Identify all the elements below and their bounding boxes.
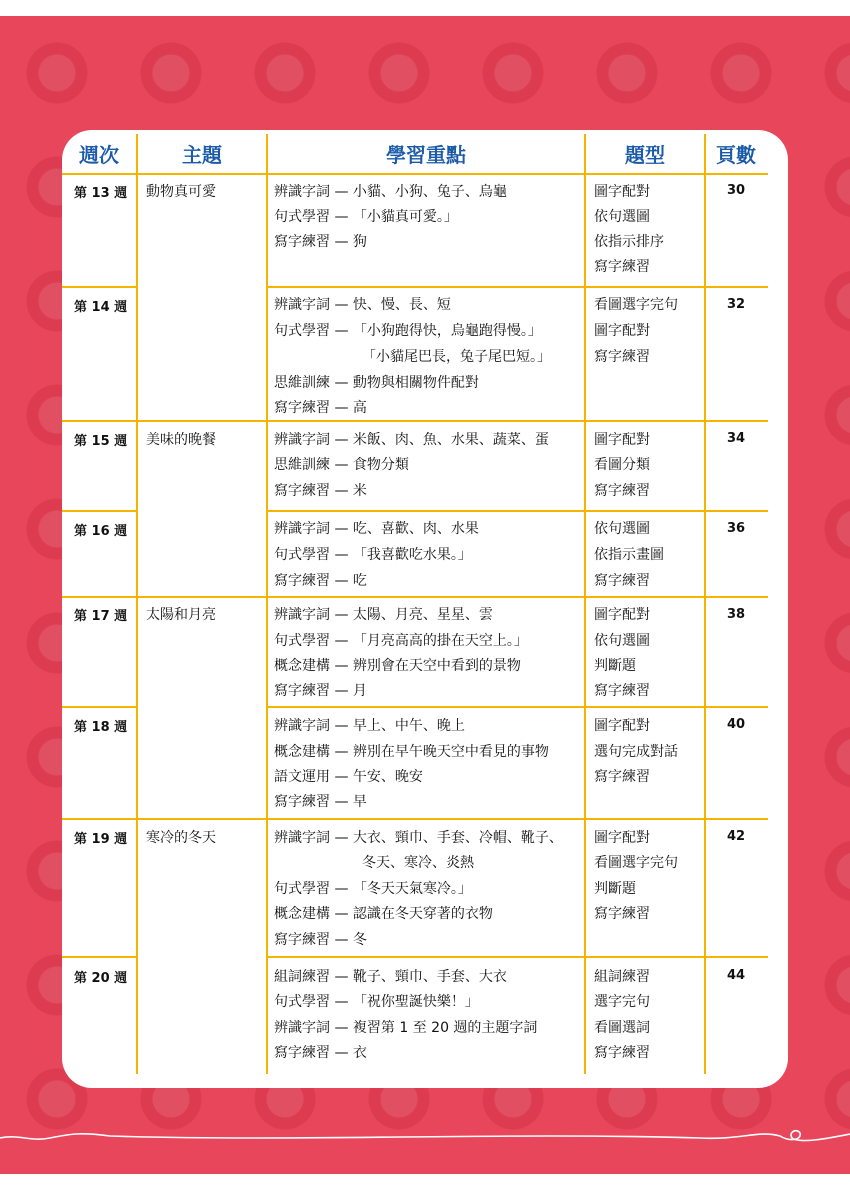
column-divider: [136, 134, 138, 1074]
theme-label: 美味的晚餐: [146, 432, 216, 448]
focus-line: 語文運用 — 午安、晚安: [274, 769, 423, 785]
week-label: 第 16 週: [74, 524, 128, 539]
header-week: 週次: [79, 143, 119, 167]
type-line: 寫字練習: [594, 683, 650, 699]
focus-line: 辨識字詞 — 複習第 1 至 20 週的主題字詞: [274, 1020, 538, 1036]
focus-line: 組詞練習 — 靴子、頸巾、手套、大衣: [274, 969, 507, 985]
type-line: 寫字練習: [594, 349, 650, 365]
row-divider: [62, 510, 136, 512]
header-page: 頁數: [716, 143, 756, 167]
focus-line: 辨識字詞 — 大衣、頸巾、手套、冷帽、靴子、: [274, 830, 563, 846]
type-line: 判斷題: [594, 658, 636, 674]
theme-label: 寒冷的冬天: [146, 830, 216, 846]
type-line: 依句選圖: [594, 633, 650, 649]
focus-line: 概念建構 — 辨別會在天空中看到的景物: [274, 658, 521, 674]
row-divider: [62, 286, 136, 288]
focus-line: 辨識字詞 — 米飯、肉、魚、水果、蔬菜、蛋: [274, 432, 549, 448]
page-number: 38: [726, 607, 746, 622]
type-line: 寫字練習: [594, 573, 650, 589]
row-divider: [62, 818, 768, 820]
focus-line: 寫字練習 — 狗: [274, 234, 367, 250]
focus-line: 辨識字詞 — 早上、中午、晚上: [274, 718, 465, 734]
focus-line: 思維訓練 — 動物與相關物件配對: [274, 375, 479, 391]
page-number: 30: [726, 183, 746, 198]
row-divider: [62, 420, 768, 422]
header-focus: 學習重點: [386, 143, 466, 167]
focus-line: 寫字練習 — 衣: [274, 1045, 367, 1061]
row-divider: [268, 956, 768, 958]
row-divider: [62, 956, 136, 958]
squiggle-decoration: [0, 1120, 850, 1160]
schedule-table: [62, 130, 788, 1088]
type-line: 寫字練習: [594, 1045, 650, 1061]
week-label: 第 14 週: [74, 300, 128, 315]
week-label: 第 20 週: [74, 971, 128, 986]
type-line: 圖字配對: [594, 432, 650, 448]
type-line: 選字完句: [594, 994, 650, 1010]
header-type: 題型: [625, 143, 665, 167]
type-line: 圖字配對: [594, 607, 650, 623]
type-line: 寫字練習: [594, 483, 650, 499]
focus-line: 句式學習 — 「月亮高高的掛在天空上。」: [274, 633, 528, 649]
page-number: 34: [726, 431, 746, 446]
focus-line: 辨識字詞 — 吃、喜歡、肉、水果: [274, 521, 479, 537]
row-divider: [268, 286, 768, 288]
focus-line: 寫字練習 — 月: [274, 683, 367, 699]
focus-line: 寫字練習 — 吃: [274, 573, 367, 589]
type-line: 寫字練習: [594, 906, 650, 922]
focus-line: 句式學習 — 「我喜歡吃水果。」: [274, 547, 472, 563]
type-line: 圖字配對: [594, 830, 650, 846]
focus-line: 句式學習 — 「祝你聖誕快樂！」: [274, 994, 479, 1010]
week-label: 第 17 週: [74, 609, 128, 624]
type-line: 圖字配對: [594, 323, 650, 339]
week-label: 第 19 週: [74, 832, 128, 847]
focus-line: 辨識字詞 — 小貓、小狗、兔子、烏龜: [274, 184, 507, 200]
week-label: 第 15 週: [74, 434, 128, 449]
row-divider: [62, 596, 768, 598]
theme-label: 太陽和月亮: [146, 607, 216, 623]
focus-line: 句式學習 — 「小貓真可愛。」: [274, 209, 458, 225]
focus-line: 辨識字詞 — 快、慢、長、短: [274, 297, 451, 313]
type-line: 寫字練習: [594, 259, 650, 275]
focus-line: 寫字練習 — 冬: [274, 932, 367, 948]
page-number: 42: [726, 829, 746, 844]
focus-line: 「小貓尾巴長，兔子尾巴短。」: [362, 349, 551, 365]
row-divider: [62, 706, 136, 708]
page-number: 36: [726, 521, 746, 536]
focus-line: 概念建構 — 認識在冬天穿著的衣物: [274, 906, 493, 922]
type-line: 依句選圖: [594, 521, 650, 537]
type-line: 依句選圖: [594, 209, 650, 225]
header-divider: [62, 173, 768, 175]
type-line: 寫字練習: [594, 769, 650, 785]
focus-line: 思維訓練 — 食物分類: [274, 457, 409, 473]
type-line: 看圖分類: [594, 457, 650, 473]
type-line: 看圖選字完句: [594, 855, 678, 871]
type-line: 組詞練習: [594, 969, 650, 985]
column-divider: [584, 134, 586, 1074]
focus-line: 句式學習 — 「小狗跑得快，烏龜跑得慢。」: [274, 323, 542, 339]
row-divider: [268, 706, 768, 708]
focus-line: 冬天、寒冷、炎熱: [362, 855, 474, 871]
type-line: 依指示排序: [594, 234, 664, 250]
focus-line: 概念建構 — 辨別在早午晚天空中看見的事物: [274, 744, 549, 760]
column-divider: [266, 134, 268, 1074]
type-line: 圖字配對: [594, 184, 650, 200]
week-label: 第 18 週: [74, 720, 128, 735]
type-line: 判斷題: [594, 881, 636, 897]
focus-line: 寫字練習 — 高: [274, 400, 367, 416]
focus-line: 寫字練習 — 米: [274, 483, 367, 499]
column-divider: [704, 134, 706, 1074]
week-label: 第 13 週: [74, 186, 128, 201]
type-line: 看圖選字完句: [594, 297, 678, 313]
focus-line: 句式學習 — 「冬天天氣寒冷。」: [274, 881, 472, 897]
theme-label: 動物真可愛: [146, 184, 216, 200]
page-number: 40: [726, 717, 746, 732]
type-line: 依指示畫圖: [594, 547, 664, 563]
page-number: 44: [726, 968, 746, 983]
row-divider: [268, 510, 768, 512]
page-number: 32: [726, 297, 746, 312]
type-line: 圖字配對: [594, 718, 650, 734]
focus-line: 寫字練習 — 早: [274, 794, 367, 810]
focus-line: 辨識字詞 — 太陽、月亮、星星、雲: [274, 607, 493, 623]
type-line: 看圖選詞: [594, 1020, 650, 1036]
header-theme: 主題: [182, 143, 222, 167]
type-line: 選句完成對話: [594, 744, 678, 760]
